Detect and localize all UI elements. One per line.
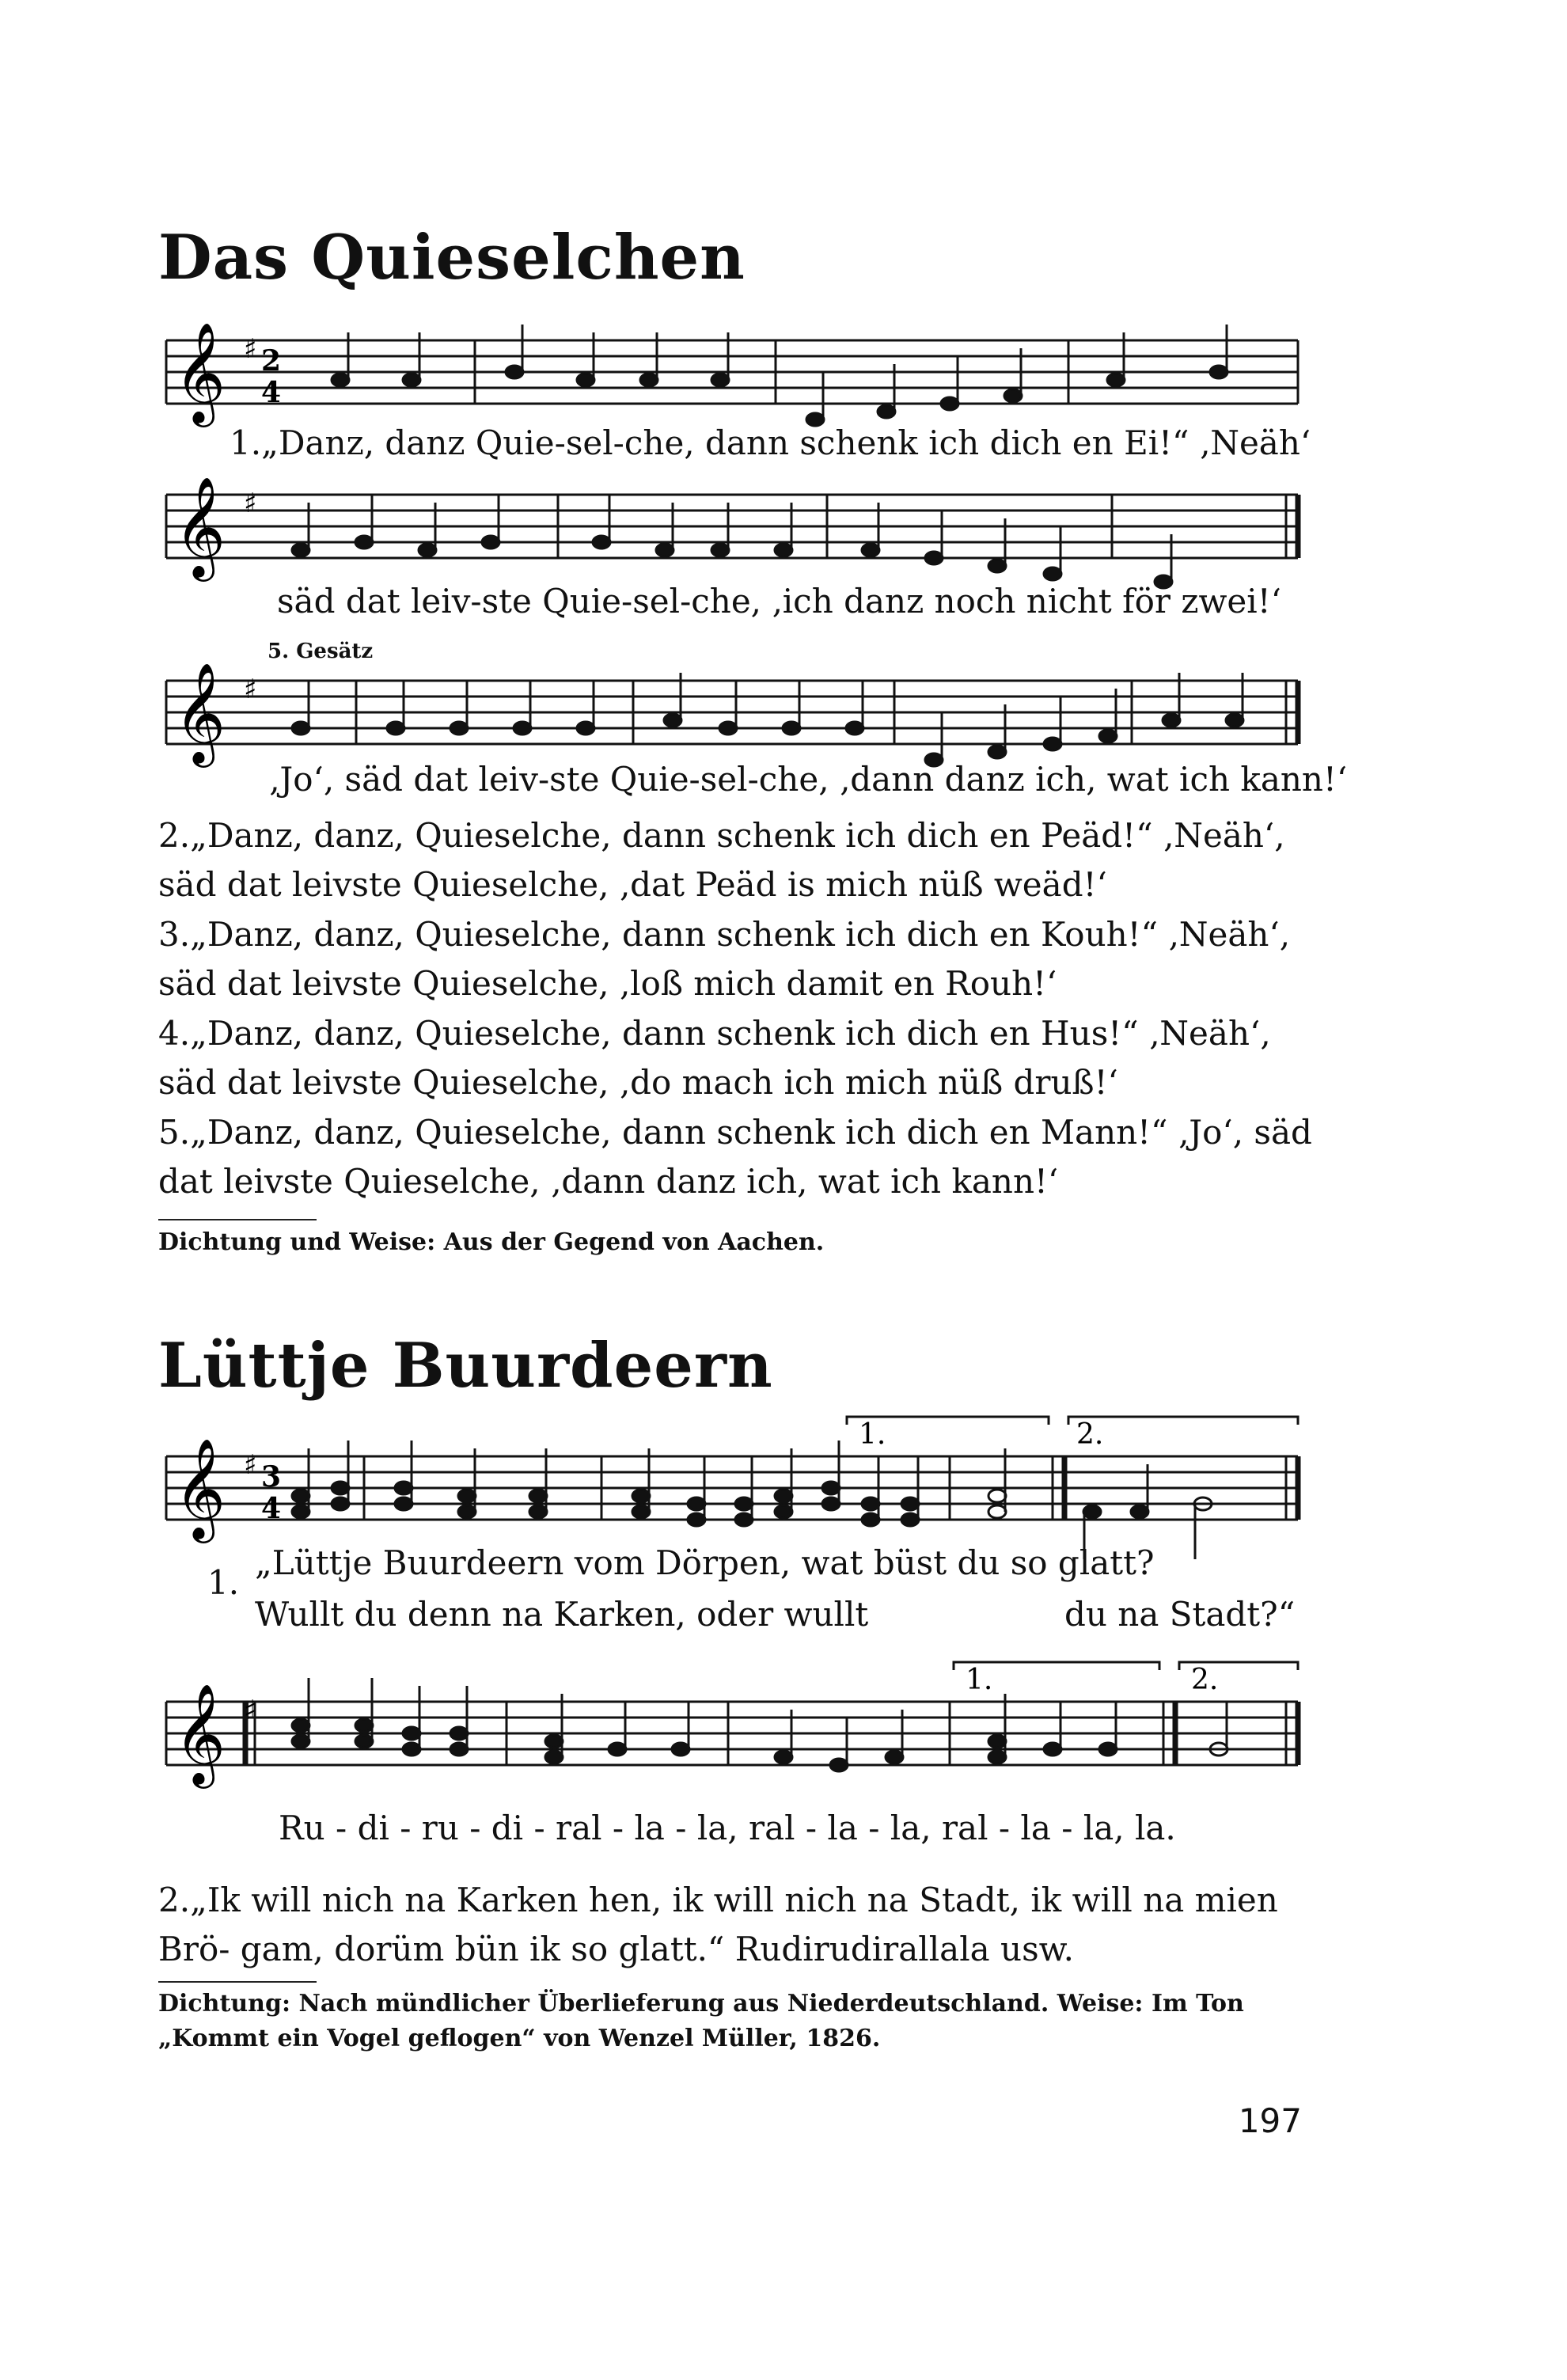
- svg-text:♯: ♯: [244, 488, 257, 519]
- volta-2-label: 2.: [1076, 1418, 1104, 1451]
- song2-lyric-line-1b: Wullt du denn na Karken, oder wullt: [255, 1595, 869, 1634]
- svg-text:2: 2: [261, 344, 282, 378]
- song1-credit: Dichtung und Weise: Aus der Gegend von Aachen.: [158, 1228, 825, 1256]
- song2-verse-2: 2.„Ik will nich na Karken hen, ik will nich na Stadt, ik will na mien Brö- gam, dorüm bün ik so glatt.“ Rudirudirallala usw.: [158, 1881, 1278, 1968]
- volta-1-label: 1.: [859, 1418, 886, 1451]
- svg-text:♯: ♯: [244, 1695, 257, 1726]
- song2-lyric-line-1a: „Lüttje Buurdeern vom Dörpen, wat büst du so glatt?: [255, 1543, 1155, 1582]
- song1-verse-2: 2.„Danz, danz, Quieselche, dann schenk ich dich en Peäd!“ ‚Neäh‘, säd dat leivste Quieselche, ‚dat Peäd is mich nüß weäd!‘: [158, 816, 1285, 904]
- svg-text:4: 4: [261, 376, 282, 409]
- volta-2-label-b: 2.: [1191, 1664, 1219, 1696]
- song-title-luettje-buurdeern: Lüttje Buurdeern: [158, 1330, 773, 1402]
- song1-lyric-line-2: säd dat leiv-ste Quie-sel-che, ‚ich danz noch nicht för zwei!‘: [277, 582, 1281, 621]
- song2-lyric-line-1c: du na Stadt?“: [1064, 1595, 1296, 1634]
- music-staff-5: [158, 1654, 1306, 1828]
- svg-text:𝄞: 𝄞: [174, 1683, 226, 1784]
- song1-verse-5: 5.„Danz, danz, Quieselche, dann schenk ich dich en Mann!“ ‚Jo‘, säd dat leivste Quieselche, ‚dann danz ich, wat ich kann!‘: [158, 1113, 1312, 1201]
- svg-text:𝄞: 𝄞: [174, 476, 226, 577]
- song2-credit: Dichtung: Nach mündlicher Überlieferung aus Niederdeutschland. Weise: Im Ton „Kommt ein Vogel geflogen“ von Wenzel Müller, 1826.: [158, 1990, 1244, 2052]
- credit-rule-1: [158, 1219, 317, 1220]
- song2-verse-number: 1.: [207, 1563, 240, 1602]
- verse-label: 5. Gesätz: [267, 640, 374, 663]
- svg-text:𝄞: 𝄞: [174, 662, 226, 763]
- svg-text:♯: ♯: [244, 674, 257, 705]
- volta-1-label-b: 1.: [966, 1664, 993, 1696]
- page-number: 197: [1238, 2101, 1302, 2140]
- song1-verse-4: 4.„Danz, danz, Quieselche, dann schenk ich dich en Hus!“ ‚Neäh‘, säd dat leivste Quieselche, ‚do mach ich mich nüß druß!‘: [158, 1014, 1271, 1102]
- svg-text:♯: ♯: [244, 1449, 257, 1481]
- svg-text:4: 4: [261, 1492, 282, 1525]
- svg-text:𝄞: 𝄞: [174, 321, 226, 423]
- svg-text:3: 3: [261, 1460, 282, 1494]
- song1-lyric-line-3: ‚Jo‘, säd dat leiv-ste Quie-sel-che, ‚dann danz ich, wat ich kann!‘: [269, 760, 1348, 799]
- song2-refrain: Ru - di - ru - di - ral - la - la, ral - la - la, ral - la - la, la.: [279, 1809, 1176, 1847]
- song1-lyric-line-1: 1.„Danz, danz Quie-sel-che, dann schenk ich dich en Ei!“ ‚Neäh‘: [230, 423, 1311, 462]
- song1-verse-3: 3.„Danz, danz, Quieselche, dann schenk ich dich en Kouh!“ ‚Neäh‘, säd dat leivste Quieselche, ‚loß mich damit en Rouh!‘: [158, 915, 1291, 1003]
- song-title-quieselchen: Das Quieselchen: [158, 222, 746, 294]
- svg-text:♯: ♯: [244, 333, 257, 365]
- svg-text:𝄞: 𝄞: [174, 1437, 226, 1539]
- credit-rule-2: [158, 1981, 317, 1983]
